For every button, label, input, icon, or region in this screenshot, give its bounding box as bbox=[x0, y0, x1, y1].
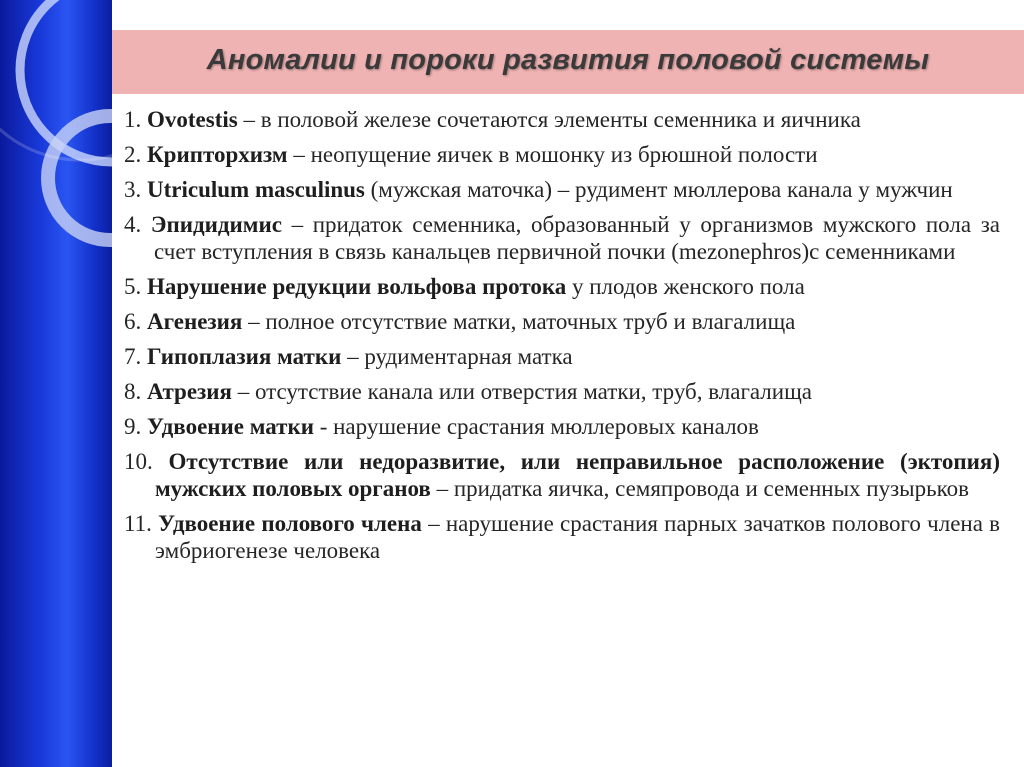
decorative-rings bbox=[0, 0, 112, 767]
item-term: Utriculum masculinus bbox=[147, 177, 365, 202]
item-number: 3. bbox=[124, 177, 142, 202]
item-number: 4. bbox=[124, 212, 142, 237]
list-item bbox=[124, 378, 1000, 405]
list-item bbox=[124, 106, 1000, 133]
item-description: – полное отсутствие матки, маточных труб и влагалища bbox=[242, 309, 796, 334]
list-item bbox=[124, 211, 1000, 265]
item-description: - нарушение срастания мюллеровых каналов bbox=[313, 414, 759, 439]
item-term: Крипторхизм bbox=[147, 142, 288, 167]
list-item bbox=[124, 448, 1000, 502]
item-description: – отсутствие канала или отверстия матки, труб, влагалища bbox=[231, 379, 813, 404]
item-term: Ovotestis bbox=[147, 107, 238, 132]
decorative-sidebar bbox=[0, 0, 112, 767]
item-number: 7. bbox=[124, 344, 142, 369]
item-term: Нарушение редукции вольфова протока bbox=[147, 274, 567, 299]
list-item bbox=[124, 273, 1000, 300]
list-item bbox=[124, 510, 1000, 564]
slide-title: Аномалии и пороки развития половой системы bbox=[206, 44, 930, 76]
item-description: (мужская маточка) – рудимент мюллерова канала у мужчин bbox=[364, 177, 953, 202]
item-description: – рудиментарная матка bbox=[341, 344, 573, 369]
item-number: 1. bbox=[124, 107, 142, 132]
item-description: – придаток семенника, образованный у организмов мужского пола за счет вступления в связь канальцев первичной почки (mezonephros)с семенниками bbox=[154, 212, 1000, 264]
item-term: Атрезия bbox=[147, 379, 232, 404]
item-description: – придатка яичка, семяпровода и семенных пузырьков bbox=[430, 476, 969, 501]
list-item bbox=[124, 308, 1000, 335]
item-number: 10. bbox=[124, 449, 153, 474]
item-number: 9. bbox=[124, 414, 142, 439]
item-description: – нарушение срастания парных зачатков полового члена в эмбриогенезе человека bbox=[155, 511, 1001, 563]
list-item bbox=[124, 176, 1000, 203]
item-description: – в половой железе сочетаются элементы семенника и яичника bbox=[237, 107, 861, 132]
list-item bbox=[124, 413, 1000, 440]
item-description: – неопущение яичек в мошонку из брюшной полости bbox=[287, 142, 818, 167]
item-number: 6. bbox=[124, 309, 142, 334]
item-term: Удвоение полового члена bbox=[158, 511, 422, 536]
item-term: Эпидидимис bbox=[150, 212, 282, 237]
item-term: Гипоплазия матки bbox=[147, 344, 342, 369]
list-item bbox=[124, 343, 1000, 370]
item-description: у плодов женского пола bbox=[566, 274, 805, 299]
item-number: 5. bbox=[124, 274, 142, 299]
title-band bbox=[112, 30, 1024, 94]
item-term: Агенезия bbox=[147, 309, 243, 334]
item-term: Отсутствие или недоразвитие, или неправильное расположение (эктопия) мужских половых органов bbox=[155, 449, 1000, 501]
item-number: 2. bbox=[124, 142, 142, 167]
item-number: 11. bbox=[124, 511, 152, 536]
list-item bbox=[124, 141, 1000, 168]
item-list bbox=[124, 106, 1000, 572]
item-term: Удвоение матки bbox=[147, 414, 314, 439]
item-number: 8. bbox=[124, 379, 142, 404]
